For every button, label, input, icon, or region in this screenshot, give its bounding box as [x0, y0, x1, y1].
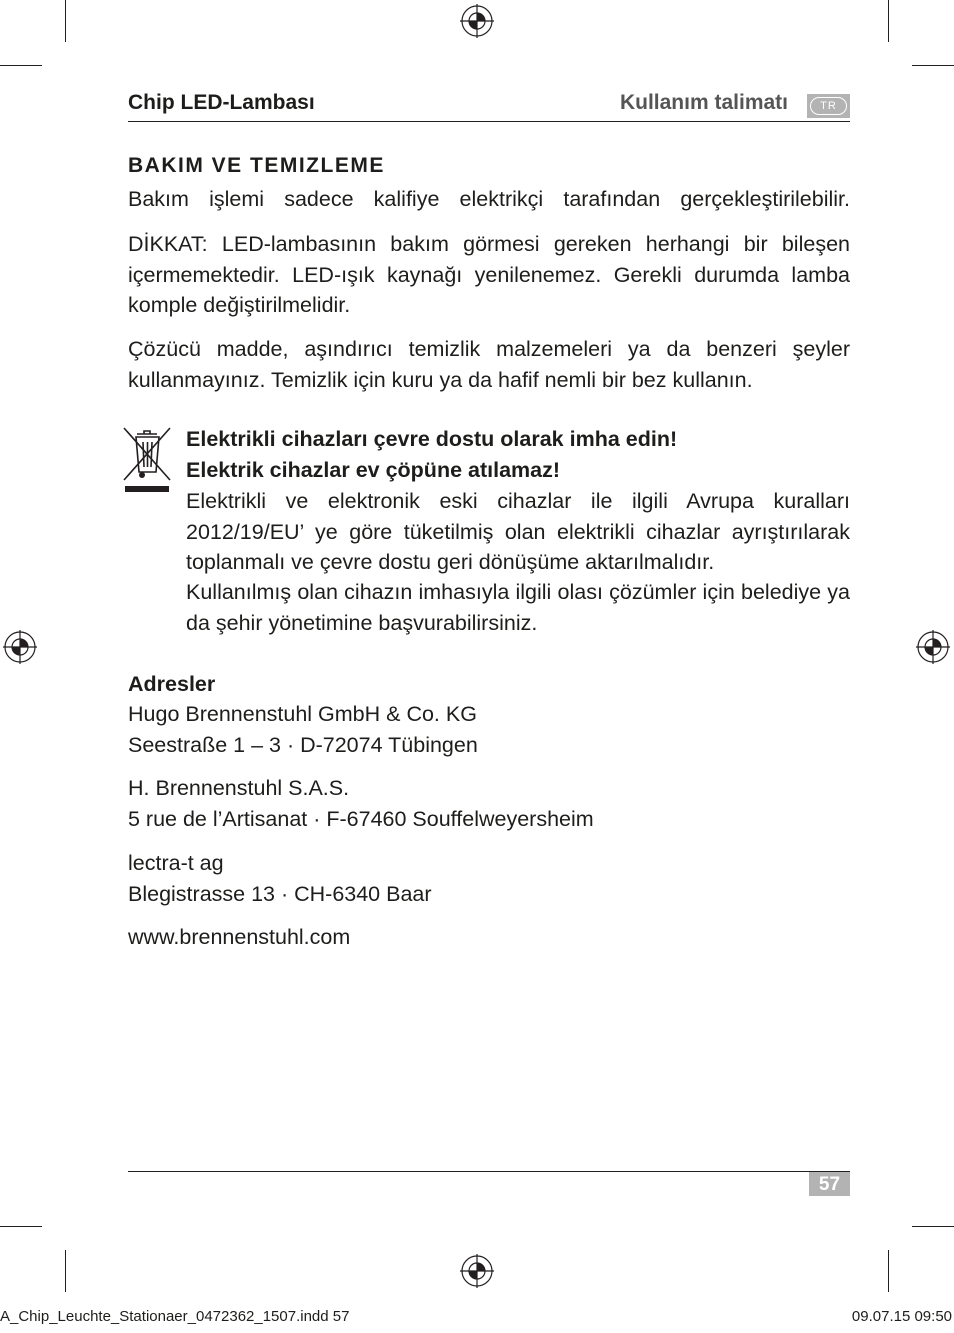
address-line: 5 rue de l’Artisanat · F-67460 Souffelweyersheim: [128, 806, 594, 831]
registration-mark-icon: [3, 630, 37, 664]
footer-rule: [128, 1171, 850, 1172]
maintenance-paragraph-2: DİKKAT: LED-lambasının bakım görmesi gereken herhangi bir bileşen içermemektedir. LED-ışık kaynağı yenilenemez. Gerekli durumda lamba komple değiştirilmelidir.: [128, 232, 850, 317]
maintenance-paragraph-1: Bakım işlemi sadece kalifiye elektrikçi tarafından gerçekleştirilebilir.: [128, 187, 850, 211]
page-number: 57: [809, 1172, 850, 1196]
document-type: Kullanım talimatı: [619, 91, 788, 114]
address-block: [128, 773, 850, 834]
crop-mark: [0, 1226, 42, 1227]
crop-mark: [912, 1226, 954, 1227]
disposal-paragraph-1: Elektrikli ve elektronik eski cihazlar ile ilgili Avrupa kuralları 2012/19/EU’ ye göre tüketilmiş olan elektrikli cihazlar ayrıştırılarak toplanmalı ve çevre dostu geri dönüşüme aktarılmalıdır.: [186, 489, 850, 574]
disposal-paragraph-2: Kullanılmış olan cihazın imhasıyla ilgili olası çözümler için belediye ya da şehir yönetimine başvurabilirsiniz.: [186, 580, 850, 635]
address-line: lectra-t ag: [128, 851, 224, 875]
crop-mark: [912, 65, 954, 66]
crossed-out-wheelie-bin-icon: [122, 425, 172, 495]
language-badge-label: TR: [810, 97, 847, 115]
print-slug-date: 09.07.15 09:50: [851, 1308, 952, 1325]
registration-mark-icon: [460, 4, 494, 38]
disposal-warning-2: Elektrik cihazlar ev çöpüne atılamaz!: [186, 458, 561, 482]
print-slug-file: A_Chip_Leuchte_Stationaer_0472362_1507.indd 57: [0, 1308, 350, 1325]
page-header: [128, 88, 850, 122]
maintenance-paragraph-3: Çözücü madde, aşındırıcı temizlik malzemeleri ya da benzeri şeyler kullanmayınız. Temizlik için kuru ya da hafif nemli bir bez kullanın.: [128, 337, 850, 392]
address-line: H. Brennenstuhl S.A.S.: [128, 776, 350, 800]
address-block: [128, 848, 850, 909]
crop-mark: [65, 1250, 66, 1292]
website-link[interactable]: www.brennenstuhl.com: [128, 925, 351, 949]
crop-mark: [888, 0, 889, 42]
address-line: Blegistrasse 13 · CH-6340 Baar: [128, 881, 432, 906]
address-line: Seestraße 1 – 3 · D-72074 Tübingen: [128, 732, 478, 757]
disposal-warning-1: Elektrikli cihazları çevre dostu olarak imha edin!: [186, 427, 678, 451]
product-title: Chip LED-Lambası: [128, 91, 315, 114]
crop-mark: [0, 65, 42, 66]
crop-mark: [65, 0, 66, 42]
address-line: Hugo Brennenstuhl GmbH & Co. KG: [128, 702, 477, 726]
section-heading-maintenance: BAKIM VE TEMIZLEME: [128, 154, 385, 177]
registration-mark-icon: [916, 630, 950, 664]
crop-mark: [888, 1250, 889, 1292]
language-badge: [807, 94, 850, 118]
registration-mark-icon: [460, 1254, 494, 1288]
address-block: [128, 699, 850, 760]
addresses-heading: Adresler: [128, 672, 216, 696]
